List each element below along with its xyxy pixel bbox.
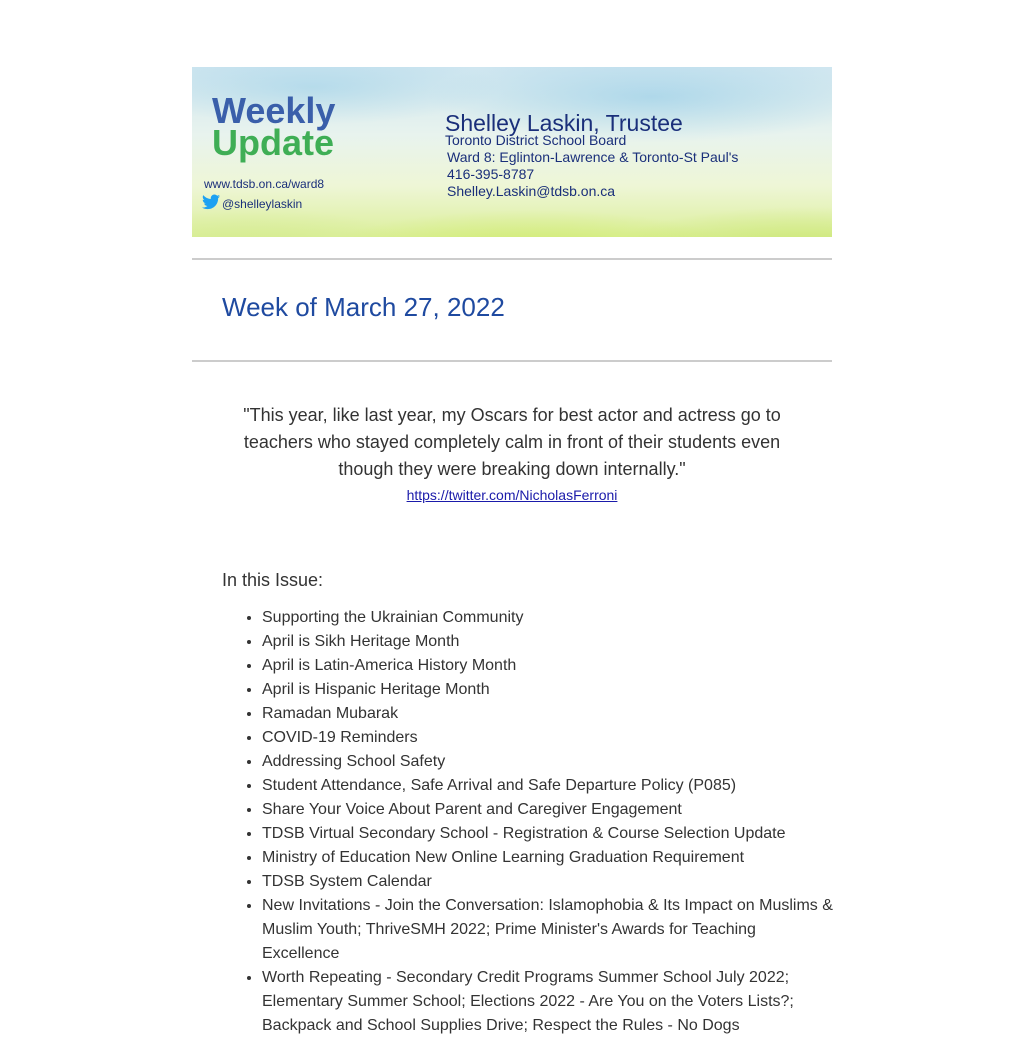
list-item: • New Invitations - Join the Conversation: Islamophobia & Its Impact on Muslims & Muslim Youth; ThriveSMH 2022; Prime Minister's Awards for Teaching Excellence [262, 894, 834, 966]
quote-source-link[interactable]: https://twitter.com/NicholasFerroni [406, 487, 618, 503]
website-link[interactable]: www.tdsb.on.ca/ward8 [204, 177, 325, 191]
twitter-handle: @shelleylaskin [222, 197, 303, 211]
board-name: Toronto District School Board [445, 132, 627, 148]
list-item: • COVID-19 Reminders [262, 726, 834, 750]
twitter-link[interactable] [202, 193, 302, 211]
list-item: • Share Your Voice About Parent and Caregiver Engagement [262, 798, 834, 822]
list-item: • Supporting the Ukrainian Community [262, 606, 834, 630]
list-item: • Ramadan Mubarak [262, 702, 834, 726]
list-item: • April is Latin-America History Month [262, 654, 834, 678]
list-item: • TDSB Virtual Secondary School - Registration & Course Selection Update [262, 822, 834, 846]
list-item: • Student Attendance, Safe Arrival and Safe Departure Policy (P085) [262, 774, 834, 798]
divider-top [192, 258, 832, 260]
week-title: Week of March 27, 2022 [222, 292, 505, 322]
divider-bottom [192, 360, 832, 362]
issue-heading: In this Issue: [222, 570, 324, 590]
banner-title-weekly: Weekly [212, 90, 336, 131]
trustee-name: Shelley Laskin, Trustee [445, 110, 683, 136]
list-item: • Worth Repeating - Secondary Credit Programs Summer School July 2022; Elementary Summer School; Elections 2022 - Are You on the Voters Lists?; Backpack and School Supplies Drive; Respect the Rules - No Dogs [262, 966, 834, 1038]
header-banner [192, 67, 832, 237]
list-item: • TDSB System Calendar [262, 870, 834, 894]
list-item: • Addressing School Safety [262, 750, 834, 774]
twitter-icon [202, 194, 220, 210]
list-item: • Ministry of Education New Online Learning Graduation Requirement [262, 846, 834, 870]
list-item: • April is Hispanic Heritage Month [262, 678, 834, 702]
issue-list [222, 606, 834, 1038]
email-link[interactable]: Shelley.Laskin@tdsb.on.ca [447, 183, 616, 199]
list-item: • April is Sikh Heritage Month [262, 630, 834, 654]
quote-text: "This year, like last year, my Oscars for best actor and actress go to teachers who stayed completely calm in front of their students even though they were breaking down internally." [243, 405, 781, 479]
banner-title-update: Update [212, 122, 335, 163]
ward-name: Ward 8: Eglinton-Lawrence & Toronto-St Paul's [447, 149, 739, 165]
phone-number: 416-395-8787 [447, 166, 535, 182]
